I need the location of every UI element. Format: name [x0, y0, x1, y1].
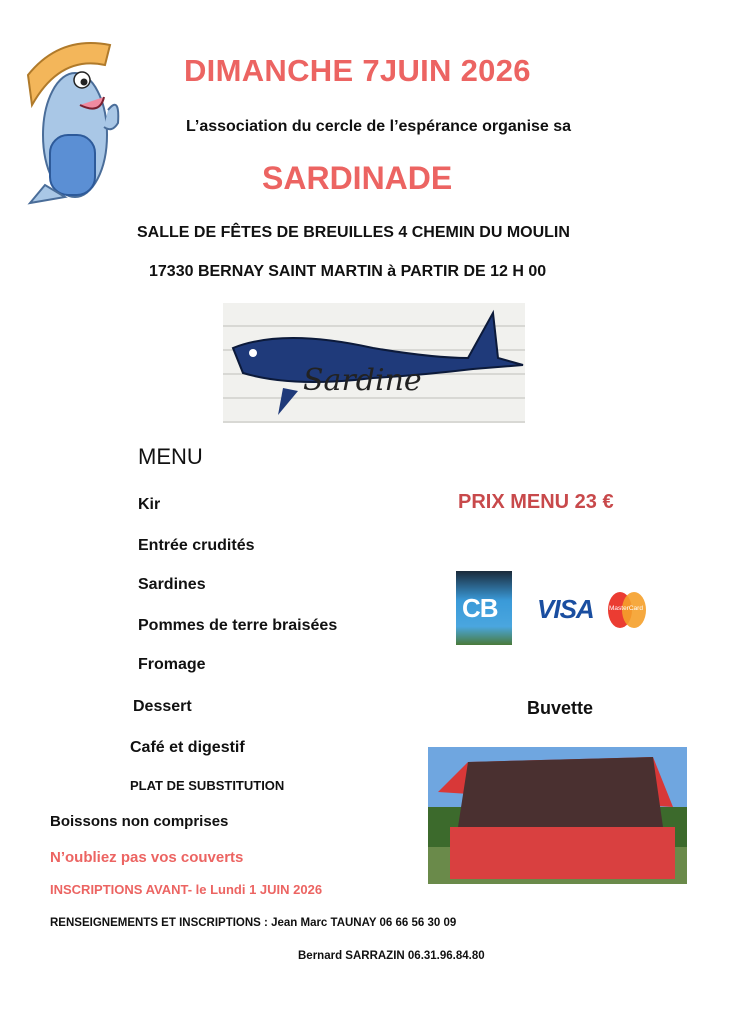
menu-price: PRIX MENU 23 € — [458, 491, 614, 513]
visa-logo: VISA — [537, 594, 594, 624]
substitution-dish: PLAT DE SUBSTITUTION — [130, 778, 285, 793]
registration-deadline: INSCRIPTIONS AVANT- le Lundi 1 JUIN 2026 — [50, 882, 323, 897]
address-line-1: SALLE DE FÊTES DE BREUILLES 4 CHEMIN DU MOULIN — [137, 224, 570, 241]
sardine-sign-text: Sardine — [303, 363, 422, 398]
menu-item: Dessert — [133, 698, 192, 715]
menu-item: Café et digestif — [130, 739, 245, 756]
contact-info-2: Bernard SARRAZIN 06.31.96.84.80 — [298, 950, 485, 962]
address-line-2: 17330 BERNAY SAINT MARTIN à PARTIR DE 12 H 00 — [149, 263, 547, 280]
menu-item: Pommes de terre braisées — [138, 617, 338, 634]
contact-info-1: RENSEIGNEMENTS ET INSCRIPTIONS : Jean Marc TAUNAY 06 66 56 30 09 — [50, 917, 457, 929]
cb-card-logo — [456, 571, 512, 645]
menu-title: MENU — [138, 444, 203, 469]
menu-item: Entrée crudités — [138, 537, 255, 554]
event-date: DIMANCHE 7JUIN 2026 — [184, 53, 531, 88]
buvette-label: Buvette — [527, 698, 594, 718]
menu-item: Fromage — [138, 656, 206, 673]
menu-item: Sardines — [138, 576, 206, 593]
buvette-photo — [428, 747, 687, 884]
cb-logo-text: CB — [462, 593, 498, 623]
cutlery-note: N’oubliez pas vos couverts — [50, 849, 244, 866]
mastercard-logo-text: MasterCard — [609, 605, 643, 612]
event-title: SARDINADE — [262, 160, 453, 196]
drinks-note: Boissons non comprises — [50, 813, 229, 830]
sardine-sign-image — [223, 303, 525, 423]
fish-mascot-illustration — [20, 35, 130, 210]
mastercard-logo — [608, 592, 646, 628]
organizer-subtitle: L’association du cercle de l’espérance organise sa — [186, 118, 572, 135]
menu-item: Kir — [138, 496, 161, 513]
